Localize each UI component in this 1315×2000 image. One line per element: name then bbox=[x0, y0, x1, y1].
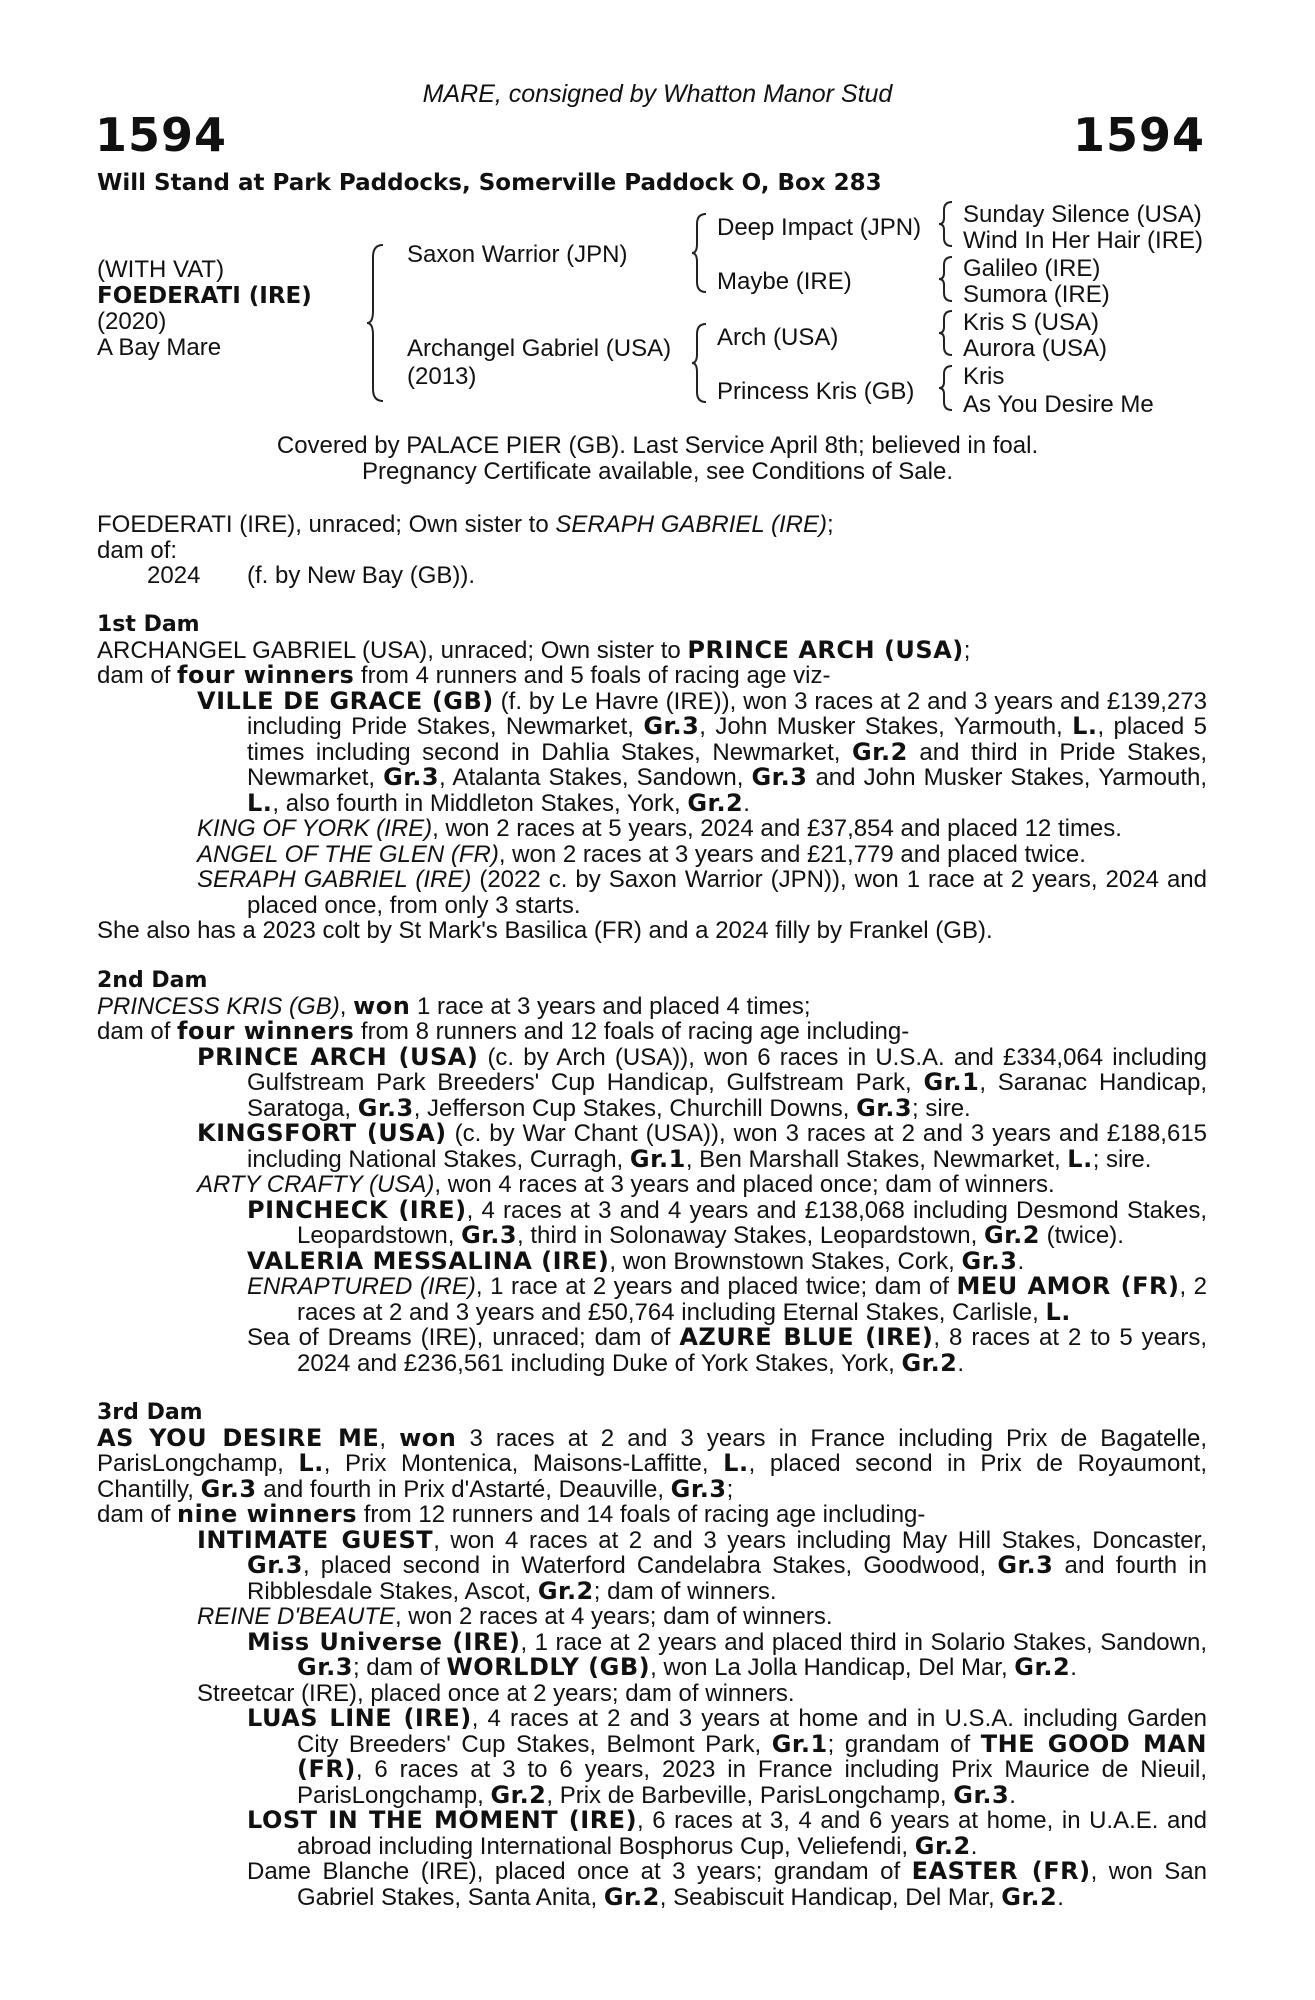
lot-number-right: 1594 bbox=[1072, 108, 1205, 162]
first-dam-section bbox=[97, 612, 1207, 944]
sd-dam: Sumora (IRE) bbox=[963, 281, 1110, 308]
produce-entry: ANGEL OF THE GLEN (FR), won 2 races at 3 years and £21,779 and placed twice. bbox=[197, 840, 1086, 868]
ss-brace bbox=[937, 200, 955, 248]
first-dam-also: She also has a 2023 colt by St Mark's Basilica (FR) and a 2024 filly by Frankel (GB). bbox=[97, 917, 993, 944]
ss-sire: Sunday Silence (USA) bbox=[963, 201, 1202, 228]
produce-entry: Streetcar (IRE), placed once at 2 years; dam of winners. bbox=[197, 1679, 795, 1707]
third-dam-intro: AS YOU DESIRE ME, won 3 races at 2 and 3 years in France including Prix de Bagatelle, ParisLongchamp, L., Prix Montenica, Maisons-Laffitte, L., placed second in Prix de Royaumont, Chantilly, Gr.3 and fourth in Prix d'Astarté, Deauville, Gr.3; bbox=[97, 1423, 1208, 1503]
produce-entry: SERAPH GABRIEL (IRE) (2022 c. by Saxon Warrior (JPN)), won 1 race at 2 years, 2024 and placed once, from only 3 starts. bbox=[197, 866, 1207, 919]
ss-dam: Wind In Her Hair (IRE) bbox=[963, 227, 1204, 254]
dam: Archangel Gabriel (USA) bbox=[407, 335, 672, 362]
covered-line-2: Pregnancy Certificate available, see Conditions of Sale. bbox=[362, 458, 953, 485]
produce-foal: 2024 (f. by New Bay (GB)). bbox=[147, 562, 476, 589]
first-dam-damof: dam of four winners from 4 runners and 5 foals of racing age viz- bbox=[97, 661, 831, 689]
horse-name: FOEDERATI (IRE) bbox=[97, 283, 312, 309]
produce-intro: FOEDERATI (IRE), unraced; Own sister to SERAPH GABRIEL (IRE); bbox=[97, 511, 834, 538]
dd-dam: As You Desire Me bbox=[963, 391, 1154, 418]
second-dam-title: 2nd Dam bbox=[97, 968, 208, 993]
vat-label: (WITH VAT) bbox=[97, 256, 225, 283]
third-dam-title: 3rd Dam bbox=[97, 1400, 203, 1425]
ds-sire: Kris S (USA) bbox=[963, 309, 1100, 336]
dam-dam: Princess Kris (GB) bbox=[717, 378, 915, 405]
dam-brace bbox=[690, 322, 710, 404]
second-dam-section bbox=[97, 968, 1207, 1376]
produce-section bbox=[97, 512, 1207, 589]
produce-entry: Miss Universe (IRE), 1 race at 2 years and placed third in Solario Stakes, Sandown, Gr.3; dam of WORLDLY (GB), won La Jolla Handicap, Del Mar, Gr.2. bbox=[247, 1627, 1207, 1681]
produce-entry: ARTY CRAFTY (USA), won 4 races at 3 years and placed once; dam of winners. bbox=[197, 1171, 1055, 1198]
sire-dam-brace bbox=[365, 243, 389, 403]
horse-desc: A Bay Mare bbox=[97, 334, 222, 361]
produce-entry: REINE D'BEAUTE, won 2 races at 4 years; dam of winners. bbox=[197, 1603, 833, 1630]
stand-location: Will Stand at Park Paddocks, Somerville Paddock O, Box 283 bbox=[97, 170, 882, 196]
second-dam-intro: PRINCESS KRIS (GB), won 1 race at 3 years and placed 4 times; bbox=[97, 991, 811, 1020]
second-dam-damof: dam of four winners from 8 runners and 12 foals of racing age including- bbox=[97, 1017, 910, 1045]
first-dam-intro: ARCHANGEL GABRIEL (USA), unraced; Own sister to PRINCE ARCH (USA); bbox=[97, 635, 971, 664]
consignor-line: MARE, consigned by Whatton Manor Stud bbox=[422, 80, 893, 108]
dd-brace bbox=[937, 364, 955, 412]
sire-sire: Deep Impact (JPN) bbox=[717, 214, 922, 241]
produce-entry: ENRAPTURED (IRE), 1 race at 2 years and placed twice; dam of MEU AMOR (FR), 2 races at 2 and 3 years and £50,764 including Eternal Stakes, Carlisle, L. bbox=[247, 1272, 1208, 1326]
sire: Saxon Warrior (JPN) bbox=[407, 241, 628, 268]
produce-damof: dam of: bbox=[97, 536, 178, 564]
sire-dam: Maybe (IRE) bbox=[717, 268, 852, 295]
produce-entry: Sea of Dreams (IRE), unraced; dam of AZURE BLUE (IRE), 8 races at 2 to 5 years, 2024 and £236,561 including Duke of York Stakes, York, Gr.2. bbox=[247, 1323, 1208, 1377]
sd-sire: Galileo (IRE) bbox=[963, 255, 1101, 282]
covered-line-1: Covered by PALACE PIER (GB). Last Service April 8th; believed in foal. bbox=[276, 432, 1039, 459]
produce-entry: PINCHECK (IRE), 4 races at 3 and 4 years and £138,068 including Desmond Stakes, Leopardstown, Gr.3, third in Solonaway Stakes, Leopardstown, Gr.2 (twice). bbox=[247, 1195, 1207, 1249]
sire-brace bbox=[690, 212, 710, 294]
sd-brace bbox=[937, 255, 955, 303]
produce-entry: KING OF YORK (IRE), won 2 races at 5 years, 2024 and £37,854 and placed 12 times. bbox=[197, 815, 1122, 842]
produce-entry: VILLE DE GRACE (GB) (f. by Le Havre (IRE)), won 3 races at 2 and 3 years and £139,273 including Pride Stakes, Newmarket, Gr.3, John Musker Stakes, Yarmouth, L., placed 5 times including second in Dahlia Stakes, Newmarket, Gr.2 and third in Pride Stakes, Newmarket, Gr.3, Atalanta Stakes, Sandown, Gr.3 and John Musker Stakes, Yarmouth, L., also fourth in Middleton Stakes, York, Gr.2. bbox=[197, 686, 1208, 817]
dam-year: (2013) bbox=[407, 363, 477, 390]
produce-entry: LOST IN THE MOMENT (IRE), 6 races at 3, 4 and 6 years at home, in U.A.E. and abroad including International Bosphorus Cup, Veliefendi, Gr.2. bbox=[247, 1806, 1208, 1860]
produce-entry: LUAS LINE (IRE), 4 races at 2 and 3 years at home and in U.S.A. including Garden City Breeders' Cup Stakes, Belmont Park, Gr.1; grandam of THE GOOD MAN (FR), 6 races at 3 to 6 years, 2023 in France including Prix Maurice de Nieuil, ParisLongchamp, Gr.2, Prix de Barbeville, ParisLongchamp, Gr.3. bbox=[247, 1704, 1208, 1809]
ds-dam: Aurora (USA) bbox=[963, 335, 1108, 362]
produce-entry: PRINCE ARCH (USA) (c. by Arch (USA)), won 6 races in U.S.A. and £334,064 including Gulfstream Park Breeders' Cup Handicap, Gulfstream Park, Gr.1, Saranac Handicap, Saratoga, Gr.3, Jefferson Cup Stakes, Churchill Downs, Gr.3; sire. bbox=[197, 1042, 1208, 1122]
ds-brace bbox=[937, 309, 955, 357]
third-dam-section bbox=[97, 1400, 1207, 1910]
dd-sire: Kris bbox=[963, 363, 1005, 390]
produce-entry: INTIMATE GUEST, won 4 races at 2 and 3 years including May Hill Stakes, Doncaster, Gr.3, placed second in Waterford Candelabra Stakes, Goodwood, Gr.3 and fourth in Ribblesdale Stakes, Ascot, Gr.2; dam of winners. bbox=[197, 1525, 1207, 1605]
third-dam-damof: dam of nine winners from 12 runners and 14 foals of racing age including- bbox=[97, 1500, 926, 1528]
horse-year: (2020) bbox=[97, 308, 167, 335]
produce-entry: KINGSFORT (USA) (c. by War Chant (USA)), won 3 races at 2 and 3 years and £188,615 including National Stakes, Curragh, Gr.1, Ben Marshall Stakes, Newmarket, L.; sire. bbox=[197, 1119, 1208, 1173]
first-dam-title: 1st Dam bbox=[97, 612, 200, 637]
produce-entry: VALERIA MESSALINA (IRE), won Brownstown Stakes, Cork, Gr.3. bbox=[247, 1246, 1025, 1275]
dam-sire: Arch (USA) bbox=[717, 324, 839, 351]
lot-number-left: 1594 bbox=[95, 108, 228, 162]
produce-entry: Dame Blanche (IRE), placed once at 3 years; grandam of EASTER (FR), won San Gabriel Stakes, Santa Anita, Gr.2, Seabiscuit Handicap, Del Mar, Gr.2. bbox=[247, 1857, 1208, 1911]
